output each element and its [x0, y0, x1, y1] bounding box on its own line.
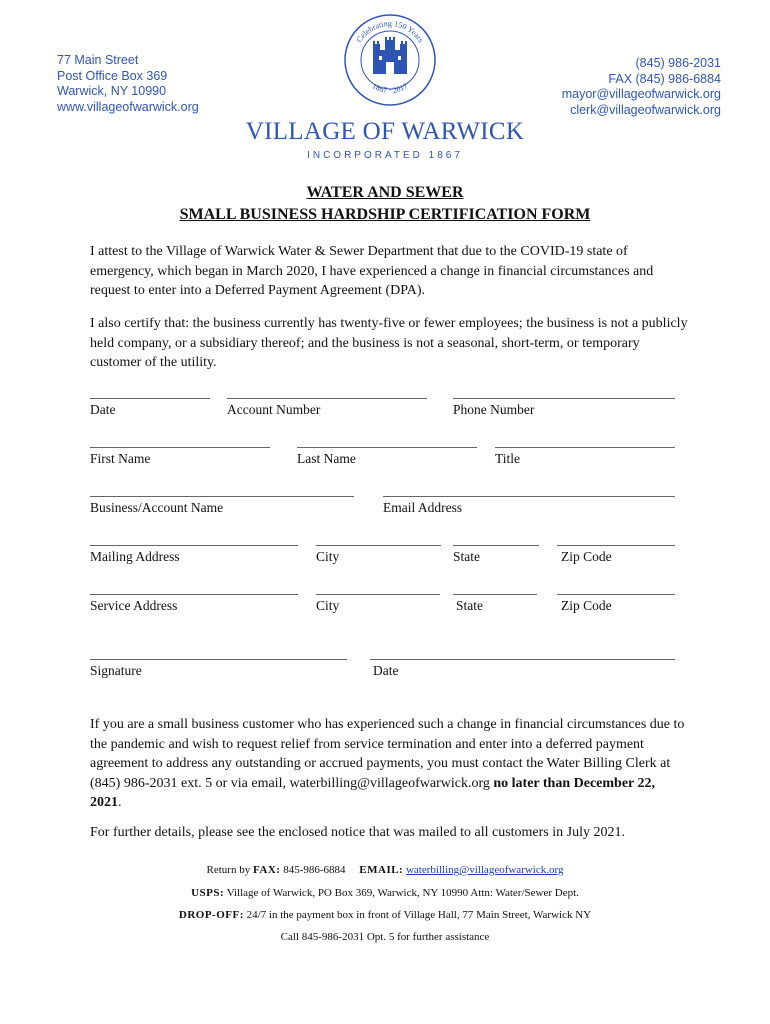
phone-number-field[interactable] — [453, 398, 675, 399]
seal-bottom-text: 1867 · 2017 — [370, 81, 410, 95]
relief-instructions-paragraph — [90, 715, 685, 813]
title-field[interactable] — [495, 447, 675, 448]
svg-text:1867 · 2017 — [371, 81, 410, 95]
certification-paragraph: I also certify that: the business currently has twenty-five or fewer employees; the business is not a publicly held company, or a subsidiary thereof; and the business is not a seasonal, short-term, or temporary customer of the utility. — [90, 316, 688, 370]
clerk-email-link[interactable]: clerk@villageofwarwick.org — [570, 102, 721, 117]
dropoff-label: DROP-OFF: — [178, 909, 244, 921]
email-address-field[interactable] — [383, 496, 675, 497]
service-zip-label: Zip Code — [561, 598, 612, 613]
billing-email-link[interactable]: waterbilling@villageofwarwick.org — [405, 864, 564, 876]
mailing-zip-field[interactable] — [557, 545, 675, 546]
service-zip-field[interactable] — [557, 594, 675, 595]
service-address-field[interactable] — [90, 594, 298, 595]
village-seal-logo — [342, 12, 438, 108]
form-title-line1: WATER AND SEWER — [306, 184, 464, 201]
business-account-name-field[interactable] — [90, 496, 354, 497]
service-city-label: City — [316, 598, 340, 613]
email-label: EMAIL: — [359, 864, 404, 876]
further-details-paragraph: For further details, please see the enclosed notice that was mailed to all customers in July 2021. — [90, 825, 625, 840]
service-state-field[interactable] — [453, 594, 537, 595]
relief-instructions-text: If you are a small business customer who has experienced such a change in financial circumstances due to the pandemic and wish to request relief from service termination and enter into a deferred payment agreement to address any outstanding or accrued payments, you must contact the Water Billing Clerk at (845) 986-2031 ext. 5 or via email, waterbilling@villageofwarwick.org — [90, 717, 685, 791]
email-address-label: Email Address — [383, 500, 463, 515]
date-label: Date — [90, 402, 116, 417]
phone-number-label: Phone Number — [453, 402, 535, 417]
signature-date-field[interactable] — [370, 659, 675, 660]
dropoff-value: 24/7 in the payment box in front of Village Hall, 77 Main Street, Warwick NY — [243, 909, 592, 921]
usps-value: Village of Warwick, PO Box 369, Warwick, NY 10990 Attn: Water/Sewer Dept. — [224, 887, 579, 899]
relief-instructions-end: . — [118, 795, 122, 810]
mailing-address-field[interactable] — [90, 545, 298, 546]
signature-label: Signature — [90, 663, 142, 678]
return-by-line — [0, 864, 770, 876]
last-name-field[interactable] — [297, 447, 477, 448]
fax-label: FAX: — [252, 864, 281, 876]
fax-value: 845-986-6884 — [280, 864, 346, 876]
last-name-label: Last Name — [297, 451, 356, 466]
deadline-text: no later than December 22, 2021 — [90, 775, 655, 810]
return-by-text: Return by — [206, 864, 253, 876]
mailing-zip-label: Zip Code — [561, 549, 612, 564]
call-assistance-line: Call 845-986-2031 Opt. 5 for further assistance — [280, 931, 490, 943]
attestation-paragraph: I attest to the Village of Warwick Water & Sewer Department that due to the COVID-19 state of emergency, which began in March 2020, I have experienced a change in financial circumstances and request to enter into a Deferred Payment Agreement (DPA). — [90, 244, 654, 298]
title-label: Title — [495, 451, 521, 466]
po-box: Post Office Box 369 — [57, 68, 168, 83]
village-address-block — [57, 53, 199, 115]
mailing-address-label: Mailing Address — [90, 549, 180, 564]
incorporated-year: INCORPORATED 1867 — [307, 150, 463, 161]
street-address: 77 Main Street — [57, 53, 139, 67]
usps-label: USPS: — [191, 887, 225, 899]
mayor-email-link[interactable]: mayor@villageofwarwick.org — [561, 87, 721, 101]
usps-line — [0, 887, 770, 899]
mailing-state-field[interactable] — [453, 545, 539, 546]
account-number-field[interactable] — [227, 398, 427, 399]
service-city-field[interactable] — [316, 594, 440, 595]
account-number-label: Account Number — [227, 402, 321, 417]
mailing-state-label: State — [453, 549, 480, 564]
dropoff-line — [0, 909, 770, 921]
website-link[interactable]: www.villageofwarwick.org — [57, 99, 199, 114]
signature-date-label: Date — [373, 663, 399, 678]
business-account-name-label: Business/Account Name — [90, 500, 224, 515]
date-field[interactable] — [90, 398, 210, 399]
mailing-city-field[interactable] — [316, 545, 441, 546]
mailing-city-label: City — [316, 549, 340, 564]
city-state-zip: Warwick, NY 10990 — [57, 84, 167, 98]
village-name: VILLAGE OF WARWICK — [245, 118, 525, 145]
village-contact-block — [562, 56, 721, 118]
signature-field[interactable] — [90, 659, 347, 660]
first-name-field[interactable] — [90, 447, 270, 448]
fax-number: FAX (845) 986-6884 — [608, 71, 721, 86]
service-state-label: State — [456, 598, 483, 613]
seal-top-text: Celebrating 150 Years — [354, 19, 426, 45]
first-name-label: First Name — [90, 451, 151, 466]
form-title-line2: SMALL BUSINESS HARDSHIP CERTIFICATION FORM — [179, 206, 591, 223]
service-address-label: Service Address — [90, 598, 178, 613]
phone-number: (845) 986-2031 — [635, 56, 721, 70]
